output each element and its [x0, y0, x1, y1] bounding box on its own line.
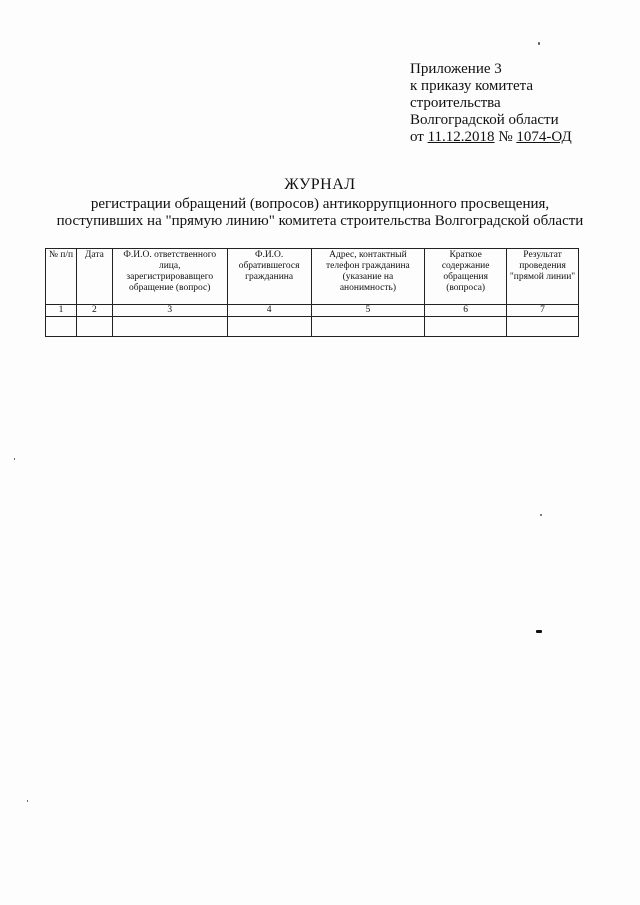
empty-cell [425, 317, 507, 337]
journal-subtitle [0, 196, 640, 230]
header-citizen: Ф.И.О. обратившегося гражданина [227, 249, 311, 305]
appendix-line-1: Приложение 3 [410, 61, 502, 77]
scan-speck [540, 514, 542, 516]
column-number-5: 5 [311, 305, 425, 317]
column-number-3: 3 [112, 305, 227, 317]
header-result: Результат проведения "прямой линии" [507, 249, 579, 305]
empty-cell [46, 317, 77, 337]
appendix-date-prefix: от [410, 129, 428, 145]
number-sign: № [494, 129, 517, 145]
journal-title: ЖУРНАЛ [284, 176, 356, 193]
column-number-row [46, 305, 579, 317]
scan-speck [536, 630, 542, 633]
table-row [46, 317, 579, 337]
header-summary: Краткое содержание обращения (вопроса) [425, 249, 507, 305]
order-date: 11.12.2018 [427, 129, 495, 145]
appendix-line-2: к приказу комитета [410, 78, 534, 94]
appendix-line-4: Волгоградской области [410, 112, 559, 128]
header-date: Дата [76, 249, 112, 305]
column-number-7: 7 [507, 305, 579, 317]
subtitle-line-1: регистрации обращений (вопросов) антикоррупционного просвещения, [90, 196, 550, 212]
header-address: Адрес, контактный телефон гражданина (указание на анонимность) [311, 249, 425, 305]
appendix-block [410, 61, 572, 146]
empty-cell [76, 317, 112, 337]
empty-cell [507, 317, 579, 337]
scan-speck [14, 458, 15, 460]
header-number: № п/п [46, 249, 77, 305]
empty-cell [112, 317, 227, 337]
appendix-line-5 [410, 129, 572, 146]
empty-cell [311, 317, 425, 337]
column-number-1: 1 [46, 305, 77, 317]
column-number-2: 2 [76, 305, 112, 317]
subtitle-line-2: поступивших на "прямую линию" комитета строительства Волгоградской области [56, 213, 584, 229]
column-number-4: 4 [227, 305, 311, 317]
empty-cell [227, 317, 311, 337]
scan-speck [538, 42, 540, 45]
header-responsible: Ф.И.О. ответственного лица, зарегистрировавщего обращение (вопрос) [112, 249, 227, 305]
column-number-6: 6 [425, 305, 507, 317]
order-number: 1074-ОД [516, 129, 572, 145]
journal-table [45, 248, 579, 337]
scan-speck [27, 800, 28, 802]
appendix-line-3: строительства [410, 95, 501, 111]
header-row [46, 249, 579, 305]
